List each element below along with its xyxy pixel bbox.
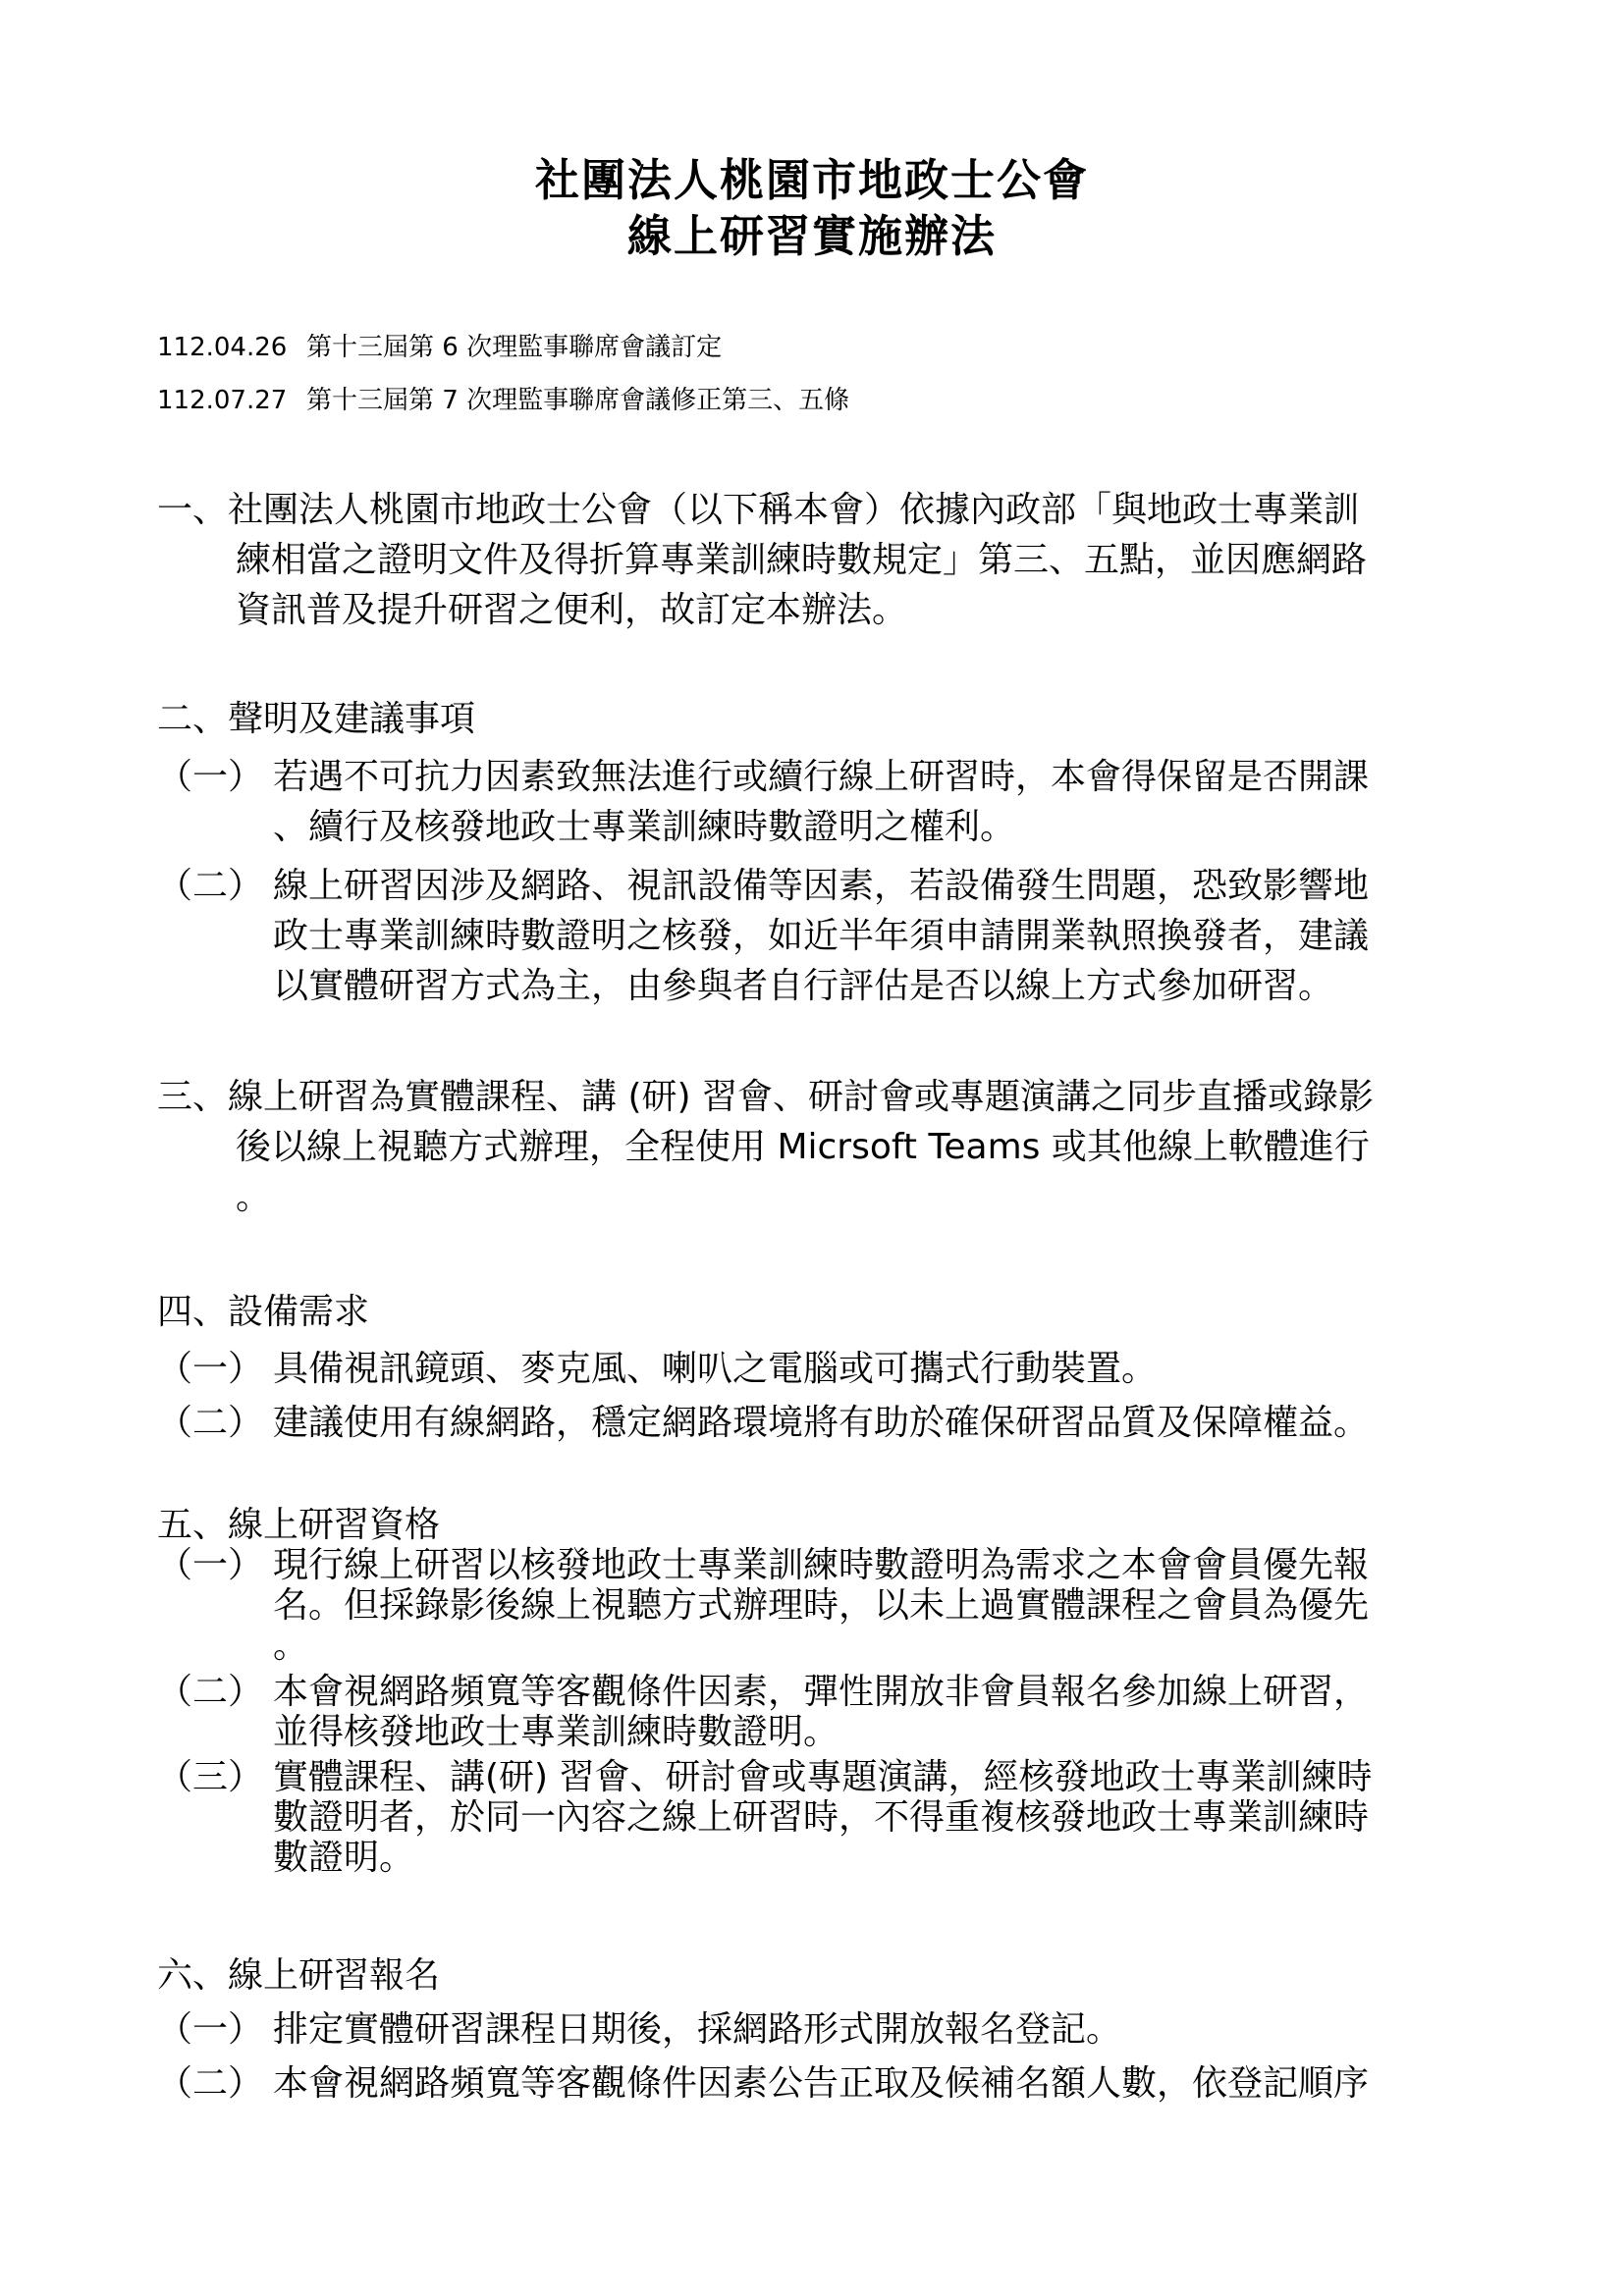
history-date: 112.04.26 — [157, 333, 288, 362]
section-1 — [157, 485, 1473, 635]
item-line: 。 — [273, 1626, 309, 1666]
item-line: 以實體研習方式為主，由參與者自行評估是否以線上方式參加研習。 — [273, 966, 1334, 1006]
section-5-item-2 — [157, 1672, 1473, 1752]
item-line: 名。但採錄影後線上視聽方式辦理時，以未上過實體課程之會員為優先 — [273, 1585, 1370, 1626]
document-title-line-2: 線上研習實施辦法 — [626, 210, 997, 262]
item-line: 實體課程、講(研) 習會、研討會或專題演講，經核發地政士專業訓練時 — [273, 1757, 1373, 1797]
item-line: 現行線上研習以核發地政士專業訓練時數證明為需求之本會會員優先報 — [273, 1545, 1370, 1585]
item-label: （一） — [157, 757, 264, 797]
section-1-line: 練相當之證明文件及得折算專業訓練時數規定」第三、五點，並因應網路 — [236, 540, 1368, 580]
section-3-line: 。 — [236, 1177, 272, 1217]
history-text: 第十三屆第 7 次理監事聯席會議修正第三、五條 — [306, 386, 850, 415]
item-line: 政士專業訓練時數證明之核發，如近半年須申請開業執照換發者，建議 — [273, 916, 1370, 956]
document-title-line-1: 社團法人桃園市地政士公會 — [534, 154, 1089, 206]
item-label: （一） — [157, 1545, 264, 1585]
item-line: 、續行及核發地政士專業訓練時數證明之權利。 — [273, 807, 1016, 847]
section-2-item-1 — [157, 752, 1473, 852]
section-4-item-2 — [157, 1401, 1473, 1446]
item-label: （二） — [157, 2063, 264, 2104]
section-6-heading: 六、線上研習報名 — [157, 1955, 441, 1996]
section-5-heading: 五、線上研習資格 — [157, 1505, 441, 1545]
section-6-item-2 — [157, 2061, 1473, 2107]
item-line: 並得核發地政士專業訓練時數證明。 — [273, 1712, 839, 1752]
section-2-item-2 — [157, 861, 1473, 1011]
section-3 — [157, 1072, 1473, 1222]
item-line: 建議使用有線網路，穩定網路環境將有助於確保研習品質及保障權益。 — [273, 1403, 1370, 1443]
item-line: 本會視網路頻寬等客觀條件因素，彈性開放非會員報名參加線上研習， — [273, 1672, 1370, 1712]
item-line: 若遇不可抗力因素致無法進行或續行線上研習時，本會得保留是否開課 — [273, 757, 1370, 797]
item-line: 具備視訊鏡頭、麥克風、喇叭之電腦或可攜式行動裝置。 — [273, 1349, 1158, 1389]
section-4-item-1 — [157, 1347, 1473, 1392]
item-line: 數證明者，於同一內容之線上研習時，不得重複核發地政士專業訓練時 — [273, 1797, 1370, 1838]
section-5-item-1 — [157, 1545, 1473, 1666]
section-1-line: 資訊普及提升研習之便利，故訂定本辦法。 — [236, 590, 908, 630]
section-1-line: 一、社團法人桃園市地政士公會（以下稱本會）依據內政部「與地政士專業訓 — [157, 490, 1360, 530]
history-date: 112.07.27 — [157, 386, 288, 415]
item-line: 本會視網路頻寬等客觀條件因素公告正取及候補名額人數，依登記順序 — [273, 2063, 1370, 2104]
item-label: （一） — [157, 2009, 264, 2050]
item-label: （二） — [157, 1672, 264, 1712]
item-line: 數證明。 — [273, 1838, 415, 1878]
amendment-history-entry — [157, 385, 849, 416]
section-6-item-1 — [157, 2007, 1473, 2053]
amendment-history-entry — [157, 332, 722, 363]
section-5-item-3 — [157, 1757, 1473, 1878]
section-2-heading: 二、聲明及建議事項 — [157, 699, 476, 739]
item-label: （三） — [157, 1757, 264, 1797]
item-label: （一） — [157, 1349, 264, 1389]
item-label: （二） — [157, 1403, 264, 1443]
section-4-heading: 四、設備需求 — [157, 1292, 370, 1332]
item-line: 排定實體研習課程日期後，採網路形式開放報名登記。 — [273, 2009, 1122, 2050]
item-line: 線上研習因涉及網路、視訊設備等因素，若設備發生問題，恐致影響地 — [273, 866, 1370, 906]
section-3-line: 後以線上視聽方式辦理，全程使用 Micrsoft Teams 或其他線上軟體進行 — [236, 1127, 1370, 1167]
history-text: 第十三屆第 6 次理監事聯席會議訂定 — [306, 333, 723, 362]
item-label: （二） — [157, 866, 264, 906]
section-3-line: 三、線上研習為實體課程、講 (研) 習會、研討會或專題演講之同步直播或錄影 — [157, 1077, 1374, 1117]
